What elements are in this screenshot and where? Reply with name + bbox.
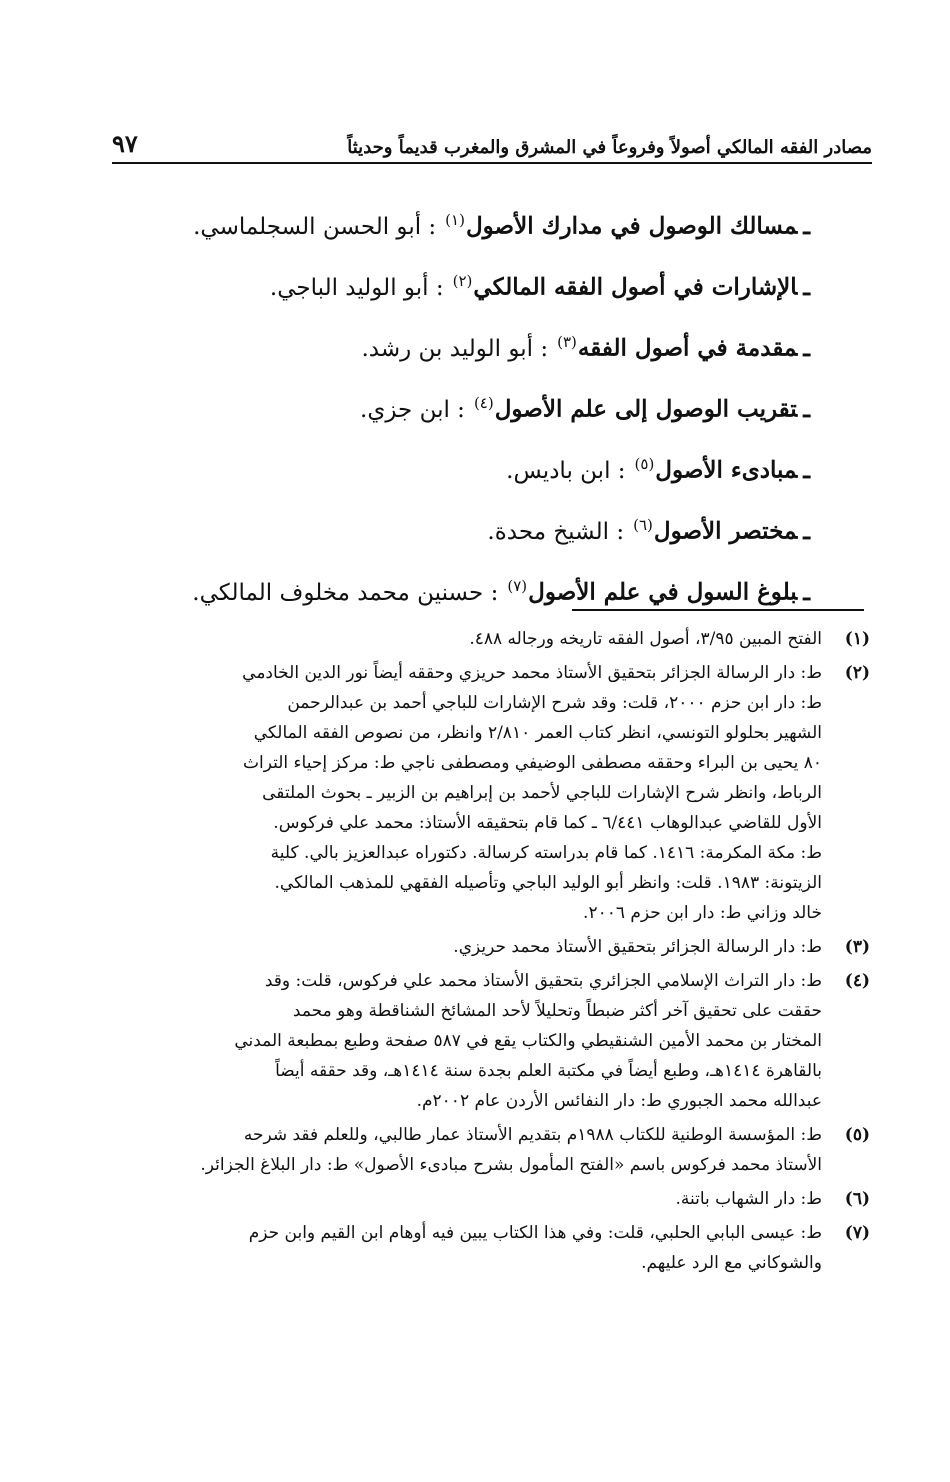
book-author: : حسنين محمد مخلوف المالكي. [192, 579, 499, 606]
footnote-ref: (٧) [507, 577, 528, 595]
footnote-ref: (٣) [557, 333, 577, 351]
book-title: تقريب الوصول إلى علم الأصول [494, 395, 798, 423]
footnote-text [100, 658, 822, 928]
page-number: ٩٧ [112, 129, 138, 158]
footnote-ref: (١) [445, 211, 465, 229]
book-title: مقدمة في أصول الفقه [577, 334, 798, 362]
book-title: الإشارات في أصول الفقه المالكي [473, 273, 798, 301]
footnote-line: ط: المؤسسة الوطنية للكتاب ١٩٨٨م بتقديم الأستاذ عمار طالبي، وللعلم فقد شرحه [243, 1125, 822, 1145]
footnotes [100, 624, 870, 1282]
footnote-ref: (٢) [452, 272, 473, 290]
footnote-text [100, 1218, 822, 1278]
book-entry [110, 253, 810, 314]
footnote-text [100, 966, 822, 1116]
books-list [110, 192, 810, 619]
book-entry [110, 436, 810, 497]
book-entry [110, 497, 810, 558]
list-dash: ـ [803, 212, 810, 240]
footnote-line: المختار بن محمد الأمين الشنقيطي والكتاب يقع في ٥٨٧ صفحة وطبع بمطبعة المدني [234, 1031, 822, 1051]
footnote-number: (٥) [844, 1125, 870, 1145]
footnote [100, 1184, 870, 1214]
list-dash: ـ [803, 395, 810, 423]
footnote-line: الزيتونة: ١٩٨٣. قلت: وانظر أبو الوليد الباجي وتأصيله الفقهي للمذهب المالكي. [274, 873, 822, 893]
book-author: : أبو الحسن السجلماسي. [193, 213, 437, 240]
book-title: مختصر الأصول [653, 517, 798, 545]
footnote-ref: (٦) [633, 516, 653, 534]
book-author: : ابن باديس. [506, 457, 626, 484]
footnote-number: (٣) [844, 937, 870, 957]
book-entry [110, 192, 810, 253]
book-entry [110, 314, 810, 375]
footnote-line: ٨٠ يحيى بن البراء وحققه مصطفى الوضيفي ومصطفى ناجي ط: مركز إحياء التراث [243, 753, 822, 773]
footnote-text [100, 624, 822, 654]
footnote-line: والشوكاني مع الرد عليهم. [641, 1253, 822, 1273]
footnote-line: الأستاذ محمد فركوس باسم «الفتح المأمول بشرح مبادىء الأصول» ط: دار البلاغ الجزائر. [200, 1155, 822, 1175]
footnote [100, 658, 870, 928]
footnote-line: خالد وزاني ط: دار ابن حزم ٢٠٠٦. [583, 903, 822, 923]
footnote-line: حققت على تحقيق آخر أكثر ضبطاً وتحليلاً لأحد المشائخ الشناقطة وهو محمد [292, 1001, 822, 1021]
list-dash: ـ [803, 578, 810, 606]
list-dash: ـ [803, 334, 810, 362]
footnote [100, 966, 870, 1116]
book-author: : الشيخ محدة. [487, 518, 625, 545]
footnote-line: ط: دار الرسالة الجزائر بتحقيق الأستاذ محمد حريزي. [453, 937, 822, 957]
footnote-line: الفتح المبين ٣/٩٥، أصول الفقه تاريخه ورجاله ٤٨٨. [469, 629, 822, 649]
footnote-line: الشهير بحلولو التونسي، انظر كتاب العمر ٢/٨١٠ وانظر، من نصوص الفقه المالكي [253, 723, 822, 743]
footnote-line: ط: عيسى البابي الحلبي، قلت: وفي هذا الكتاب يبين فيه أوهام ابن القيم وابن حزم [248, 1223, 822, 1243]
footnote-ref: (٤) [473, 394, 494, 412]
footnote-line: بالقاهرة ١٤١٤هـ، وطبع أيضاً في مكتبة العلم بجدة سنة ١٤١٤هـ، وقد حققه أيضاً [275, 1061, 822, 1081]
list-dash: ـ [803, 273, 810, 301]
footnote-number: (٦) [844, 1189, 870, 1209]
footnote-divider [572, 609, 864, 611]
footnote-text [100, 1184, 822, 1214]
running-header [112, 118, 872, 158]
footnote-line: ط: دار الرسالة الجزائر بتحقيق الأستاذ محمد حريزي وحققه أيضاً نور الدين الخادمي [242, 663, 822, 683]
footnote-text [100, 932, 822, 962]
list-dash: ـ [803, 456, 810, 484]
footnote [100, 932, 870, 962]
footnote-line: ط: دار ابن حزم ٢٠٠٠، قلت: وقد شرح الإشارات للباجي أحمد بن عبدالرحمن [287, 693, 822, 713]
footnote-ref: (٥) [634, 455, 655, 473]
list-dash: ـ [803, 517, 810, 545]
book-author: : ابن جزي. [360, 396, 465, 423]
footnote-number: (٧) [844, 1223, 870, 1243]
header-divider [112, 162, 872, 164]
footnote-line: ط: دار التراث الإسلامي الجزائري بتحقيق الأستاذ محمد علي فركوس، قلت: وقد [264, 971, 822, 991]
footnote-number: (٤) [844, 971, 870, 991]
footnote-line: ط: دار الشهاب باتنة. [675, 1189, 822, 1209]
book-title: بلوغ السول في علم الأصول [528, 578, 798, 606]
footnote-line: ط: مكة المكرمة: ١٤١٦. كما قام بدراسته كرسالة. دكتوراه عبدالعزيز بالي. كلية [270, 843, 822, 863]
book-title: مبادىء الأصول [655, 456, 798, 484]
footnote-line: عبدالله محمد الجبوري ط: دار النفائس الأردن عام ٢٠٠٢م. [416, 1091, 822, 1111]
book-entry [110, 375, 810, 436]
book-author: : أبو الوليد بن رشد. [361, 335, 549, 362]
footnote [100, 624, 870, 654]
book-author: : أبو الوليد الباجي. [269, 274, 444, 301]
footnote-text [100, 1120, 822, 1180]
footnote [100, 1218, 870, 1278]
book-title: مسالك الوصول في مدارك الأصول [465, 212, 798, 240]
footnote [100, 1120, 870, 1180]
footnote-number: (١) [844, 629, 870, 649]
footnote-line: الرباط، وانظر شرح الإشارات للباجي لأحمد بن إبراهيم بن الزبير ـ بحوث الملتقى [262, 783, 822, 803]
footnote-line: الأول للقاضي عبدالوهاب ٦/٤٤١ ـ كما قام بتحقيقه الأستاذ: محمد علي فركوس. [273, 813, 822, 833]
footnote-number: (٢) [844, 663, 870, 683]
running-header-title: مصادر الفقه المالكي أصولاً وفروعاً في المشرق والمغرب قديماً وحديثاً [347, 137, 872, 158]
